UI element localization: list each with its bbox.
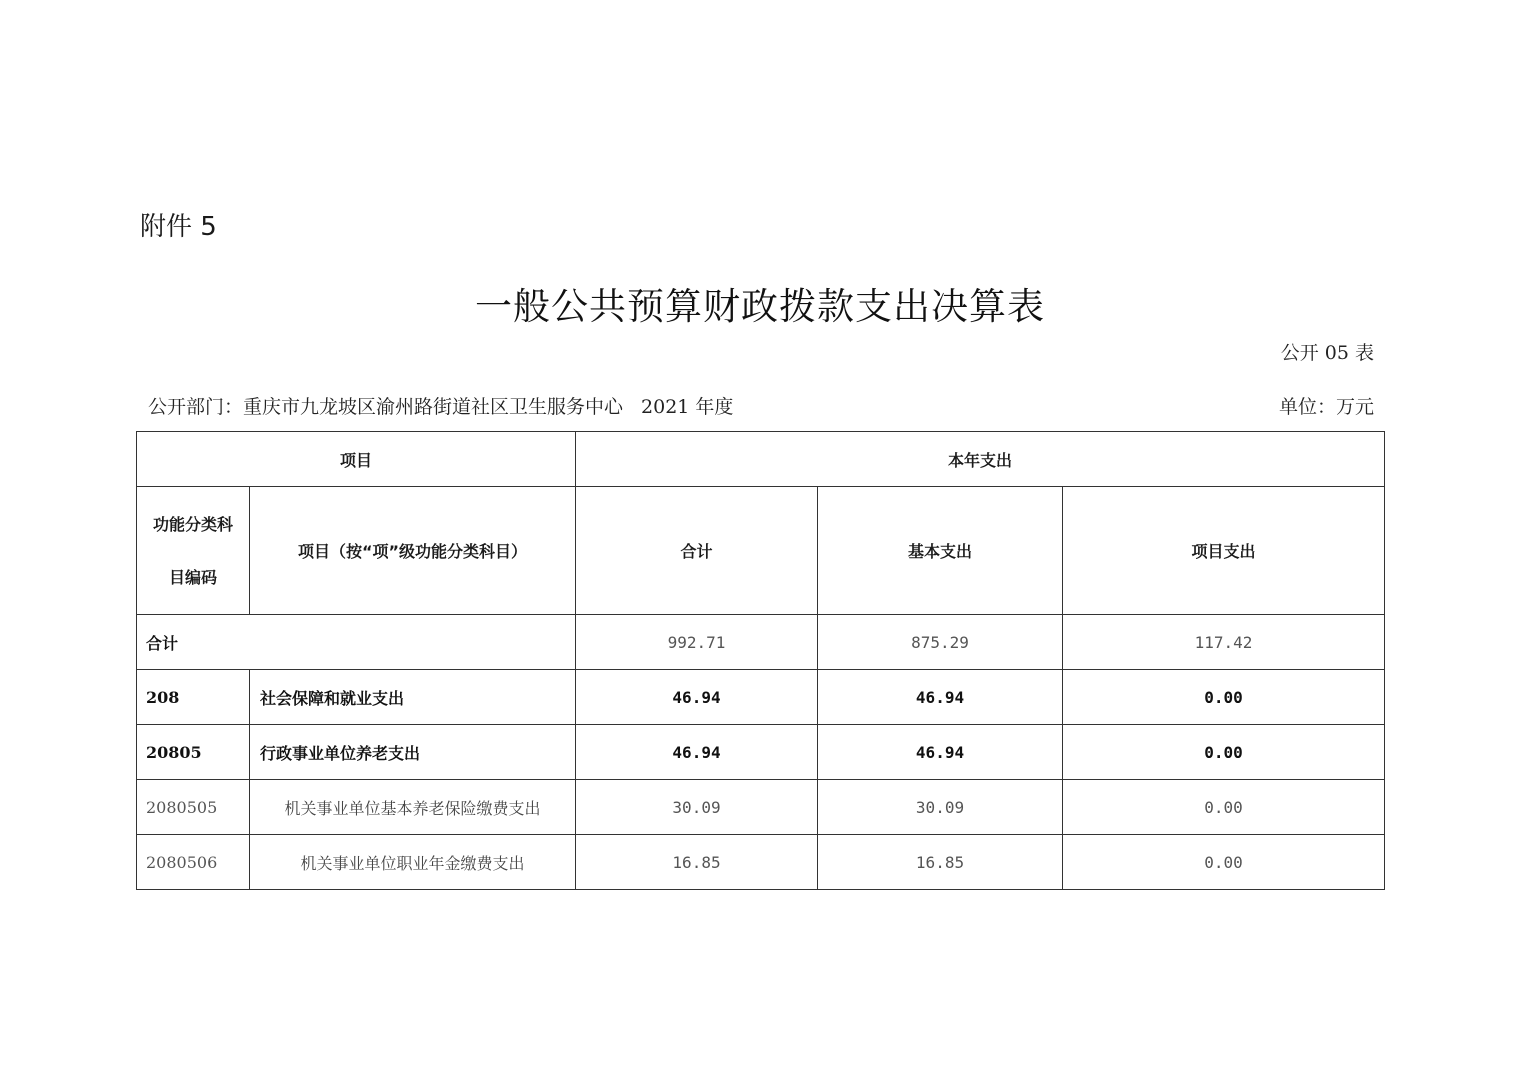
row-project: 0.00: [1063, 835, 1385, 890]
row-basic: 16.85: [818, 835, 1063, 890]
row-basic: 46.94: [818, 725, 1063, 780]
header-project-expense: 项目支出: [1063, 487, 1385, 615]
row-code: 20805: [137, 725, 250, 780]
row-name: 机关事业单位基本养老保险缴费支出: [250, 780, 576, 835]
table-row: [137, 725, 1385, 780]
row-name: 社会保障和就业支出: [250, 670, 576, 725]
header-code-line2: 目编码: [168, 567, 217, 587]
fiscal-year: 2021 年度: [641, 396, 734, 418]
row-total: 46.94: [576, 725, 818, 780]
table-row: [137, 670, 1385, 725]
row-code: 2080506: [137, 835, 250, 890]
header-project: 项目: [137, 432, 576, 487]
attachment-label: 附件 5: [140, 212, 217, 242]
row-total: 16.85: [576, 835, 818, 890]
table-row: [137, 835, 1385, 890]
header-row-2: [137, 487, 1385, 615]
row-code: 208: [137, 670, 250, 725]
header-code-line1: 功能分类科: [152, 514, 233, 534]
row-project: 0.00: [1063, 780, 1385, 835]
total-project: 117.42: [1063, 615, 1385, 670]
table-row: [137, 780, 1385, 835]
document-title: 一般公共预算财政拨款支出决算表: [475, 285, 1045, 328]
header-row-1: [137, 432, 1385, 487]
total-total: 992.71: [576, 615, 818, 670]
total-label: 合计: [137, 615, 576, 670]
department-line: [148, 392, 733, 419]
row-name: 机关事业单位职业年金缴费支出: [250, 835, 576, 890]
header-basic: 基本支出: [818, 487, 1063, 615]
total-row: [137, 615, 1385, 670]
header-current-year: 本年支出: [576, 432, 1385, 487]
form-number: 公开 05 表: [1280, 342, 1374, 364]
total-basic: 875.29: [818, 615, 1063, 670]
header-item: 项目（按“项”级功能分类科目）: [250, 487, 576, 615]
row-basic: 30.09: [818, 780, 1063, 835]
row-basic: 46.94: [818, 670, 1063, 725]
header-code: [137, 487, 250, 615]
row-name: 行政事业单位养老支出: [250, 725, 576, 780]
row-project: 0.00: [1063, 725, 1385, 780]
unit-label: 单位：万元: [1278, 396, 1374, 418]
row-total: 30.09: [576, 780, 818, 835]
row-total: 46.94: [576, 670, 818, 725]
header-total: 合计: [576, 487, 818, 615]
department-name: 公开部门：重庆市九龙坡区渝州路街道社区卫生服务中心: [148, 396, 624, 418]
budget-table: [136, 431, 1385, 890]
row-project: 0.00: [1063, 670, 1385, 725]
row-code: 2080505: [137, 780, 250, 835]
